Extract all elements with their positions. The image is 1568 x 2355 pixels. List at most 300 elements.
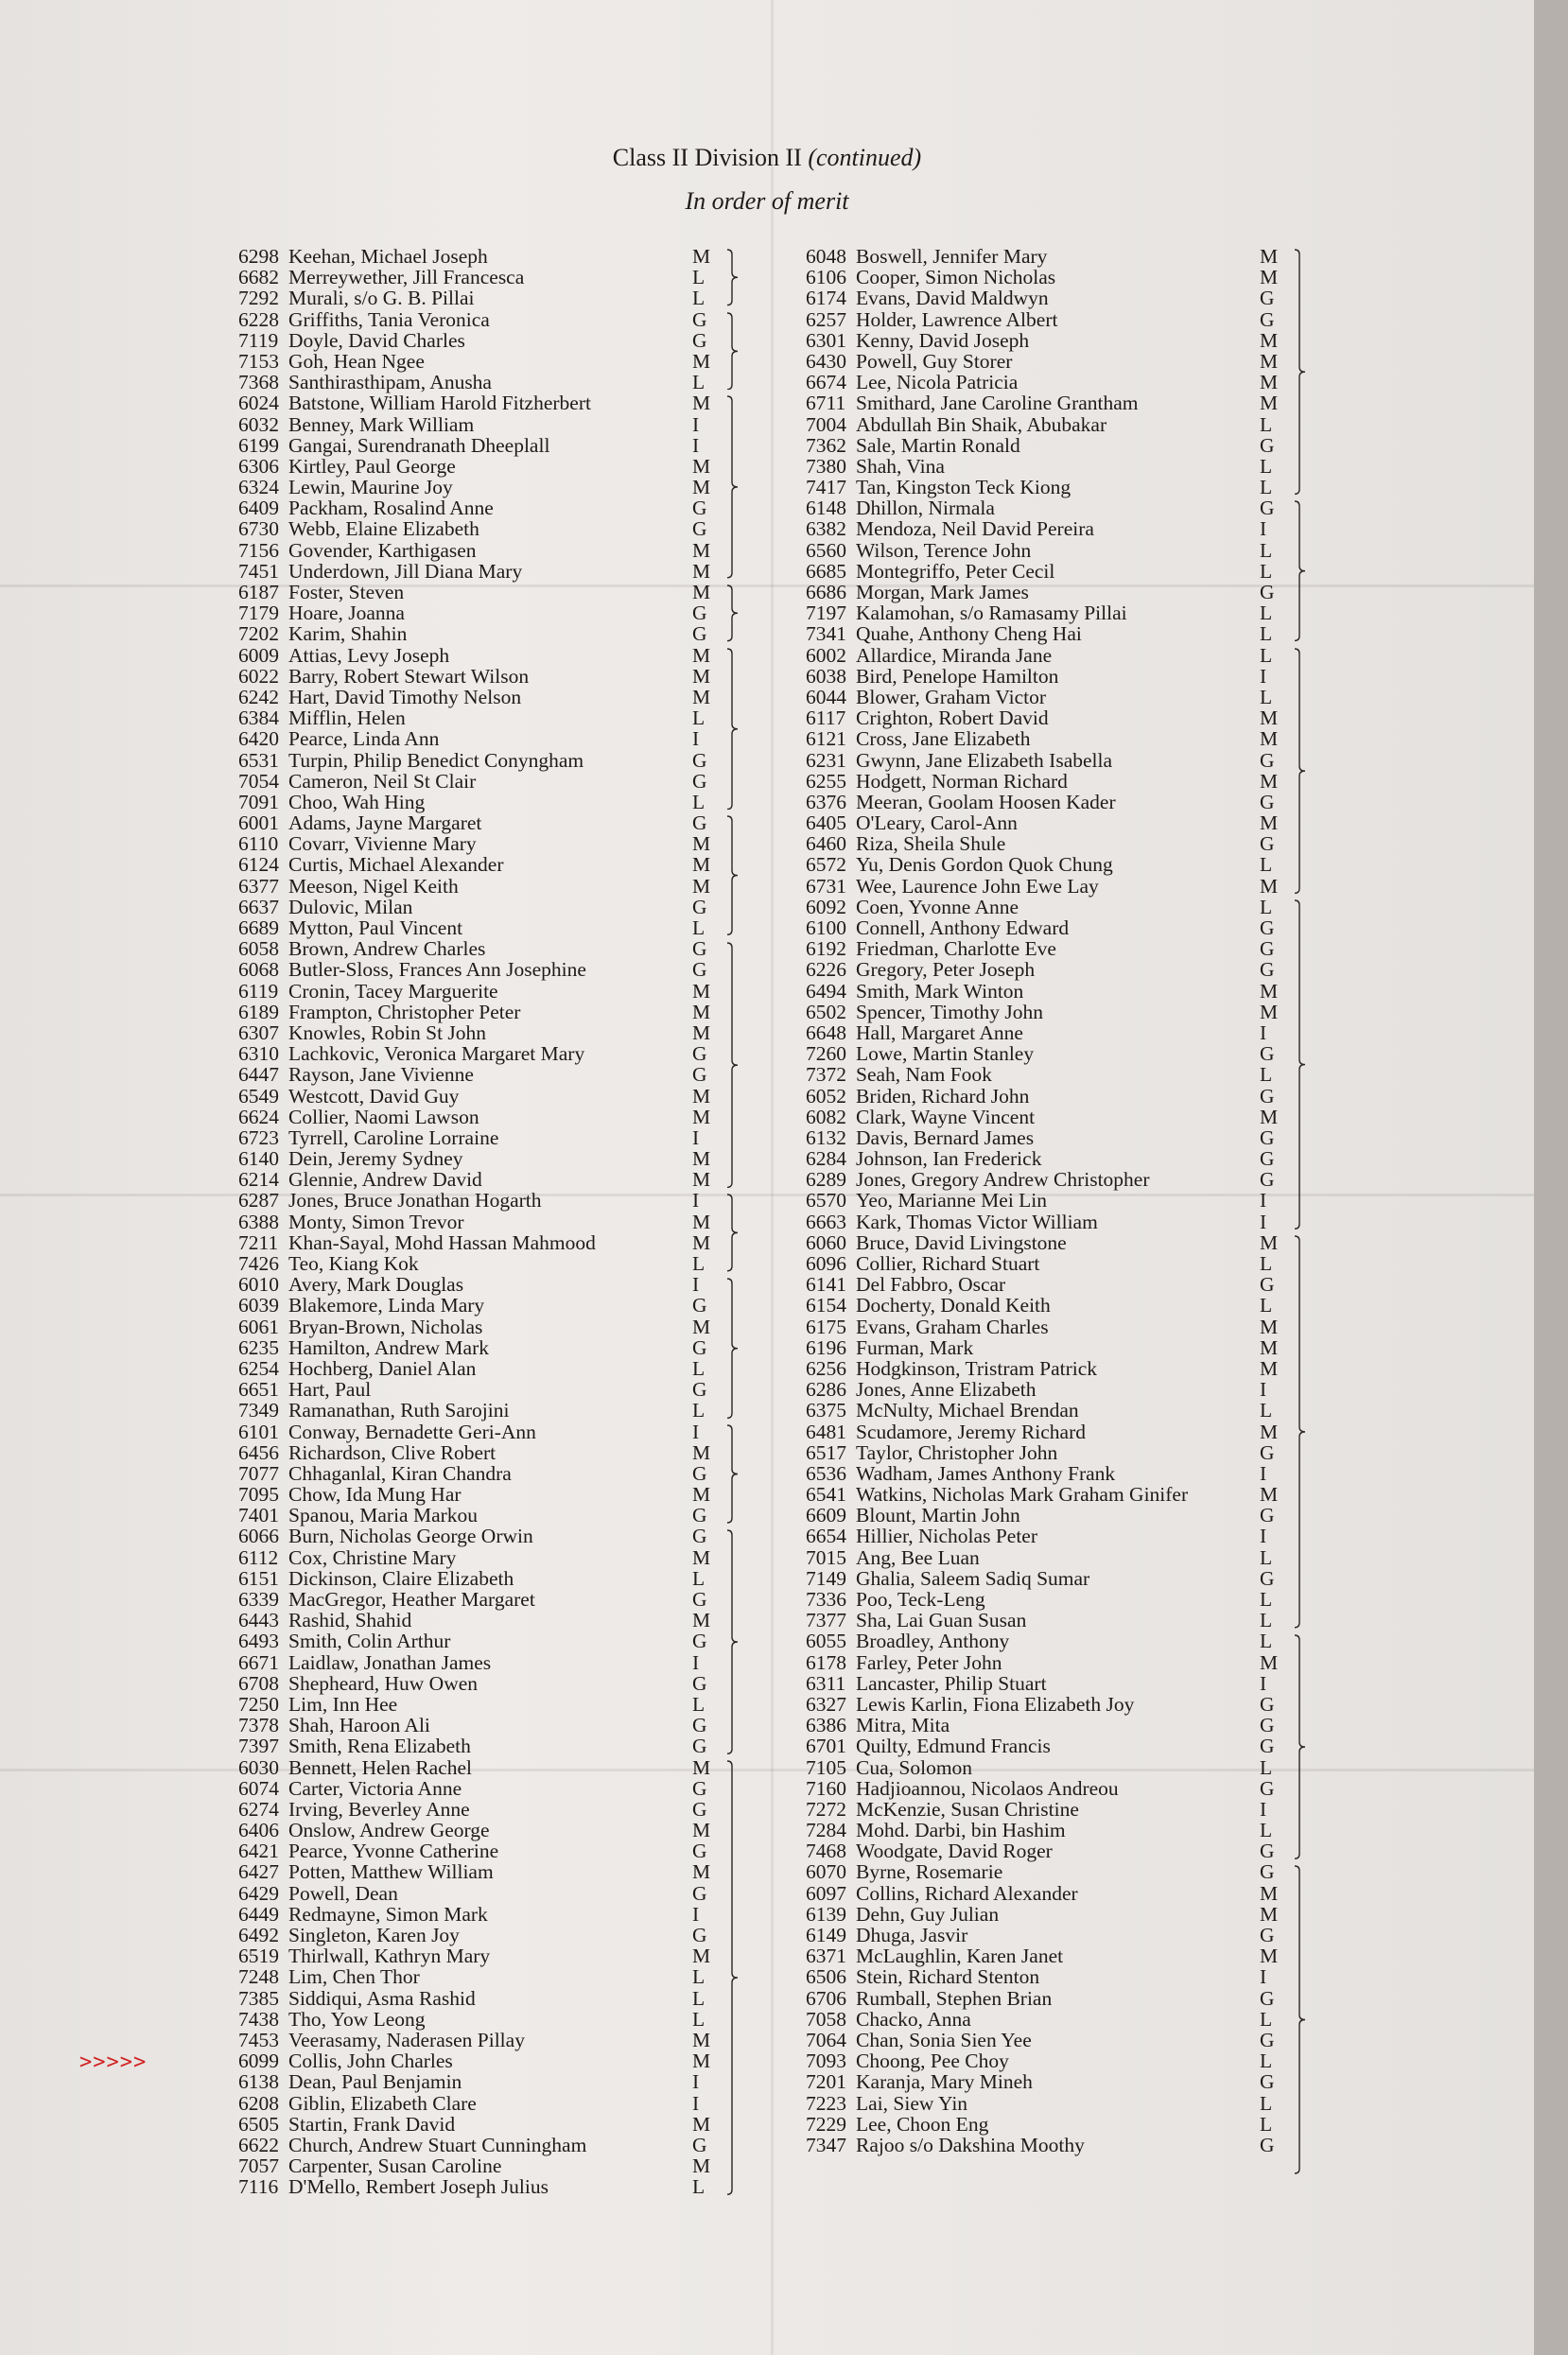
candidate-row — [806, 1232, 1316, 1253]
candidate-row — [806, 1295, 1316, 1316]
candidate-grade: M — [692, 1545, 711, 1569]
candidate-grade: M — [1260, 706, 1279, 730]
candidate-row — [806, 1400, 1316, 1421]
candidate-number: 6689 — [238, 916, 279, 939]
candidate-number: 7015 — [806, 1545, 846, 1569]
candidate-number: 6430 — [806, 349, 846, 373]
candidate-grade: M — [1260, 1881, 1279, 1905]
candidate-number: 6506 — [806, 1965, 846, 1989]
candidate-row — [806, 792, 1316, 812]
candidate-name: Irving, Beverley Anne — [288, 1797, 470, 1821]
candidate-name: Cameron, Neil St Clair — [288, 769, 477, 793]
candidate-grade: M — [692, 874, 711, 898]
candidate-number: 7095 — [238, 1483, 279, 1507]
candidate-grade: I — [1260, 1020, 1267, 1044]
candidate-number: 6199 — [238, 433, 279, 457]
candidate-number: 6061 — [238, 1315, 279, 1338]
candidate-number: 7438 — [238, 2007, 279, 2031]
candidate-grade: M — [692, 1609, 711, 1632]
candidate-name: Quahe, Anthony Cheng Hai — [856, 622, 1082, 646]
candidate-row — [238, 1736, 730, 1756]
candidate-name: Scudamore, Jeremy Richard — [856, 1420, 1086, 1443]
candidate-name: D'Mello, Rembert Joseph Julius — [288, 2175, 549, 2199]
candidate-row — [238, 623, 730, 644]
candidate-grade: G — [692, 1504, 707, 1527]
candidate-grade: L — [692, 287, 706, 310]
candidate-number: 6255 — [806, 769, 846, 793]
candidate-name: Lachkovic, Veronica Margaret Mary — [288, 1042, 585, 1066]
candidate-grade: G — [1260, 1084, 1275, 1108]
candidate-row — [238, 1086, 730, 1107]
candidate-number: 6119 — [238, 979, 279, 1003]
candidate-name: Wee, Laurence John Ewe Lay — [856, 874, 1099, 898]
candidate-number: 6443 — [238, 1609, 279, 1632]
candidate-number: 7349 — [238, 1399, 279, 1422]
candidate-row — [806, 938, 1316, 959]
candidate-row — [806, 1694, 1316, 1715]
candidate-name: Attias, Levy Joseph — [288, 643, 450, 667]
candidate-grade: L — [1260, 2091, 1273, 2115]
candidate-name: Lancaster, Philip Stuart — [856, 1671, 1047, 1695]
candidate-row — [806, 1212, 1316, 1232]
candidate-row — [238, 1274, 730, 1295]
candidate-name: Woodgate, David Roger — [856, 1840, 1053, 1863]
candidate-number: 6682 — [238, 266, 279, 289]
candidate-row — [238, 1547, 730, 1568]
candidate-number: 7153 — [238, 349, 279, 373]
candidate-name: Carpenter, Susan Caroline — [288, 2154, 502, 2178]
candidate-name: Webb, Elaine Elizabeth — [288, 517, 479, 541]
candidate-row — [238, 456, 730, 477]
candidate-row — [238, 435, 730, 456]
candidate-row — [806, 1945, 1316, 1966]
candidate-name: Veerasamy, Naderasen Pillay — [288, 2028, 525, 2051]
candidate-number: 6284 — [806, 1147, 846, 1171]
candidate-row — [238, 666, 730, 687]
group-brace — [725, 312, 740, 391]
candidate-name: Smith, Rena Elizabeth — [288, 1735, 471, 1758]
candidate-grade: M — [692, 1105, 711, 1128]
candidate-number: 6044 — [806, 685, 846, 708]
candidate-name: Powell, Guy Storer — [856, 349, 1013, 373]
candidate-row — [806, 351, 1316, 372]
candidate-name: Boswell, Jennifer Mary — [856, 245, 1048, 268]
candidate-number: 6148 — [806, 497, 846, 520]
candidate-row — [806, 477, 1316, 497]
candidate-row — [806, 917, 1316, 938]
candidate-row — [806, 497, 1316, 518]
candidate-number: 7426 — [238, 1252, 279, 1275]
candidate-grade: G — [692, 1294, 707, 1317]
candidate-number: 6494 — [806, 979, 846, 1003]
candidate-grade: L — [1260, 853, 1273, 877]
candidate-name: Shah, Haroon Ali — [288, 1714, 430, 1737]
group-brace — [725, 395, 740, 579]
candidate-grade: G — [1260, 1147, 1275, 1171]
candidate-grade: M — [1260, 811, 1279, 835]
candidate-row — [806, 1274, 1316, 1295]
candidate-name: Tan, Kingston Teck Kiong — [856, 476, 1071, 499]
candidate-grade: G — [692, 1063, 707, 1087]
candidate-number: 6339 — [238, 1588, 279, 1611]
candidate-number: 6235 — [238, 1335, 279, 1359]
group-brace — [1293, 1235, 1308, 1629]
candidate-row — [238, 392, 730, 413]
candidate-name: Davis, Bernard James — [856, 1125, 1035, 1149]
candidate-row — [806, 1652, 1316, 1673]
candidate-number: 7378 — [238, 1714, 279, 1737]
candidate-number: 6711 — [806, 392, 846, 415]
candidate-grade: M — [692, 1168, 711, 1192]
candidate-row — [806, 1883, 1316, 1904]
candidate-name: Lowe, Martin Stanley — [856, 1042, 1035, 1066]
candidate-grade: L — [692, 2007, 706, 2031]
candidate-number: 7093 — [806, 2050, 846, 2073]
group-brace — [725, 648, 740, 811]
candidate-row — [238, 1945, 730, 1966]
candidate-name: Dhuga, Jasvir — [856, 1924, 968, 1946]
candidate-number: 6609 — [806, 1504, 846, 1527]
candidate-name: Jones, Bruce Jonathan Hogarth — [288, 1189, 542, 1212]
candidate-name: Broadley, Anthony — [856, 1630, 1010, 1653]
candidate-name: Smithard, Jane Caroline Grantham — [856, 392, 1139, 415]
results-column-right — [806, 246, 1316, 2155]
candidate-number: 6460 — [806, 832, 846, 856]
group-brace — [1293, 500, 1308, 641]
candidate-row — [238, 2009, 730, 2030]
candidate-name: Jones, Gregory Andrew Christopher — [856, 1168, 1150, 1192]
candidate-grade: G — [692, 811, 707, 835]
candidate-grade: M — [692, 1945, 711, 1968]
candidate-grade: L — [1260, 1399, 1273, 1422]
candidate-grade: L — [692, 2175, 706, 2199]
candidate-grade: L — [1260, 2112, 1273, 2136]
candidate-row — [806, 1799, 1316, 1820]
candidate-grade: L — [692, 790, 706, 813]
candidate-grade: G — [1260, 433, 1275, 457]
candidate-number: 6242 — [238, 685, 279, 708]
candidate-name: Lewin, Maurine Joy — [288, 476, 453, 499]
candidate-row — [806, 1043, 1316, 1064]
candidate-grade: G — [692, 1525, 707, 1548]
candidate-name: Cua, Solomon — [856, 1755, 973, 1779]
group-brace — [725, 1529, 740, 1754]
candidate-grade: G — [692, 769, 707, 793]
candidate-name: Riza, Sheila Shule — [856, 832, 1006, 856]
candidate-row — [806, 1610, 1316, 1631]
candidate-grade: L — [1260, 1252, 1273, 1275]
candidate-row — [806, 1715, 1316, 1736]
candidate-row — [806, 897, 1316, 917]
candidate-grade: M — [692, 685, 711, 708]
candidate-row — [806, 833, 1316, 854]
candidate-name: Monty, Simon Trevor — [288, 1210, 464, 1233]
candidate-row — [238, 645, 730, 666]
candidate-row — [238, 938, 730, 959]
candidate-grade: G — [1260, 748, 1275, 772]
candidate-row — [238, 981, 730, 1002]
candidate-row — [238, 602, 730, 623]
candidate-grade: L — [1260, 622, 1273, 646]
candidate-grade: I — [1260, 1210, 1267, 1233]
candidate-name: Shah, Vina — [856, 454, 945, 478]
candidate-row — [238, 351, 730, 372]
candidate-name: Barry, Robert Stewart Wilson — [288, 664, 530, 688]
candidate-row — [806, 1169, 1316, 1190]
candidate-grade: M — [1260, 349, 1279, 373]
candidate-name: Briden, Richard John — [856, 1084, 1030, 1108]
candidate-row — [238, 267, 730, 288]
candidate-number: 6092 — [806, 895, 846, 918]
candidate-name: Mytton, Paul Vincent — [288, 916, 463, 939]
candidate-grade: G — [1260, 790, 1275, 813]
candidate-name: Ramanathan, Ruth Sarojini — [288, 1399, 510, 1422]
candidate-number: 6456 — [238, 1440, 279, 1464]
candidate-row — [806, 1589, 1316, 1610]
group-brace — [725, 584, 740, 642]
candidate-number: 6377 — [238, 874, 279, 898]
candidate-grade: L — [1260, 1819, 1273, 1842]
candidate-grade: G — [1260, 1168, 1275, 1192]
candidate-grade: M — [1260, 979, 1279, 1003]
candidate-name: Dulovic, Milan — [288, 895, 413, 918]
candidate-name: Keehan, Michael Joseph — [288, 245, 488, 268]
candidate-name: Mifflin, Helen — [288, 706, 406, 730]
candidate-name: Kirtley, Paul George — [288, 454, 456, 478]
candidate-grade: G — [1260, 2070, 1275, 2094]
candidate-name: Clark, Wayne Vincent — [856, 1105, 1036, 1128]
candidate-name: Karim, Shahin — [288, 622, 408, 646]
candidate-grade: I — [692, 2070, 700, 2094]
candidate-number: 6301 — [806, 328, 846, 352]
candidate-grade: I — [692, 1420, 700, 1443]
candidate-number: 6311 — [806, 1671, 846, 1695]
candidate-name: Thirlwall, Kathryn Mary — [288, 1945, 491, 1968]
group-brace — [1293, 249, 1308, 495]
candidate-row — [238, 959, 730, 980]
candidate-row — [238, 1631, 730, 1651]
candidate-number: 6140 — [238, 1147, 279, 1171]
candidate-grade: M — [692, 581, 711, 603]
candidate-grade: M — [1260, 1230, 1279, 1254]
candidate-row — [238, 330, 730, 351]
candidate-row — [806, 1337, 1316, 1358]
candidate-row — [806, 876, 1316, 897]
candidate-name: Chacko, Anna — [856, 2007, 971, 2031]
candidate-row — [806, 1463, 1316, 1484]
candidate-number: 6151 — [238, 1566, 279, 1590]
candidate-grade: G — [1260, 1504, 1275, 1527]
candidate-name: Cross, Jane Elizabeth — [856, 727, 1031, 751]
candidate-row — [806, 812, 1316, 833]
candidate-name: Rajoo s/o Dakshina Moothy — [856, 2133, 1085, 2156]
candidate-name: Kark, Thomas Victor William — [856, 1210, 1098, 1233]
candidate-name: Johnson, Ian Frederick — [856, 1147, 1042, 1171]
candidate-name: Carter, Victoria Anne — [288, 1776, 462, 1800]
candidate-number: 6388 — [238, 1210, 279, 1233]
candidate-grade: G — [692, 1378, 707, 1402]
candidate-number: 6427 — [238, 1860, 279, 1884]
candidate-row — [806, 854, 1316, 875]
candidate-row — [238, 1337, 730, 1358]
candidate-number: 6429 — [238, 1881, 279, 1905]
candidate-grade: G — [692, 1630, 707, 1653]
candidate-grade: G — [692, 2133, 707, 2156]
candidate-row — [238, 1400, 730, 1421]
candidate-name: Cox, Christine Mary — [288, 1545, 457, 1569]
candidate-number: 6052 — [806, 1084, 846, 1108]
candidate-name: Collis, John Charles — [288, 2050, 453, 2073]
candidate-number: 7223 — [806, 2091, 846, 2115]
candidate-number: 6196 — [806, 1335, 846, 1359]
candidate-grade: G — [1260, 1273, 1275, 1297]
candidate-number: 6409 — [238, 497, 279, 520]
candidate-number: 6038 — [806, 664, 846, 688]
candidate-number: 6447 — [238, 1063, 279, 1087]
candidate-number: 6651 — [238, 1378, 279, 1402]
candidate-grade: M — [692, 1210, 711, 1233]
candidate-row — [806, 2030, 1316, 2050]
group-brace — [1293, 1634, 1308, 1859]
candidate-number: 6058 — [238, 937, 279, 961]
candidate-grade: M — [692, 2112, 711, 2136]
candidate-name: Kenny, David Joseph — [856, 328, 1030, 352]
candidate-number: 6192 — [806, 937, 846, 961]
candidate-row — [238, 1212, 730, 1232]
candidate-number: 7057 — [238, 2154, 279, 2178]
candidate-number: 7149 — [806, 1566, 846, 1590]
candidate-row — [806, 1925, 1316, 1945]
candidate-name: Santhirasthipam, Anusha — [288, 371, 492, 394]
candidate-grade: G — [692, 958, 707, 982]
candidate-name: Hillier, Nicholas Peter — [856, 1525, 1037, 1548]
candidate-number: 6386 — [806, 1714, 846, 1737]
candidate-number: 6187 — [238, 581, 279, 603]
candidate-name: Connell, Anthony Edward — [856, 916, 1070, 939]
candidate-grade: M — [1260, 328, 1279, 352]
candidate-number: 6124 — [238, 853, 279, 877]
candidate-number: 6101 — [238, 1420, 279, 1443]
candidate-name: Crighton, Robert David — [856, 706, 1049, 730]
candidate-number: 7179 — [238, 602, 279, 625]
candidate-row — [806, 372, 1316, 392]
candidate-name: Evans, Graham Charles — [856, 1315, 1049, 1338]
candidate-name: O'Leary, Carol-Ann — [856, 811, 1018, 835]
candidate-number: 6492 — [238, 1924, 279, 1946]
candidate-name: Meeran, Goolam Hoosen Kader — [856, 790, 1116, 813]
candidate-number: 7451 — [238, 559, 279, 583]
page-subtitle: In order of merit — [685, 187, 849, 215]
candidate-grade: M — [1260, 1650, 1279, 1674]
candidate-row — [806, 1002, 1316, 1022]
candidate-grade: M — [692, 392, 711, 415]
candidate-grade: G — [692, 328, 707, 352]
candidate-row — [806, 1127, 1316, 1148]
candidate-name: Blower, Graham Victor — [856, 685, 1047, 708]
candidate-row — [238, 1295, 730, 1316]
candidate-name: Brown, Andrew Charles — [288, 937, 486, 961]
candidate-grade: M — [1260, 266, 1279, 289]
candidate-name: Farley, Peter John — [856, 1650, 1002, 1674]
candidate-name: Ghalia, Saleem Sadiq Sumar — [856, 1566, 1090, 1590]
candidate-grade: G — [1260, 2028, 1275, 2051]
candidate-number: 6009 — [238, 643, 279, 667]
candidate-grade: M — [692, 1084, 711, 1108]
candidate-grade: G — [1260, 307, 1275, 331]
candidate-row — [806, 1840, 1316, 1861]
candidate-row — [238, 372, 730, 392]
candidate-row — [806, 2114, 1316, 2135]
group-brace — [725, 815, 740, 935]
candidate-number: 6214 — [238, 1168, 279, 1192]
candidate-row — [806, 392, 1316, 413]
candidate-name: Montegriffo, Peter Cecil — [856, 559, 1055, 583]
candidate-number: 6254 — [238, 1356, 279, 1380]
candidate-grade: L — [692, 1399, 706, 1422]
candidate-name: Knowles, Robin St John — [288, 1020, 487, 1044]
candidate-grade: I — [1260, 1189, 1267, 1212]
candidate-number: 6481 — [806, 1420, 846, 1443]
candidate-grade: L — [692, 1986, 706, 2010]
candidate-row — [806, 728, 1316, 749]
candidate-number: 6572 — [806, 853, 846, 877]
candidate-name: Potten, Matthew William — [288, 1860, 494, 1884]
candidate-grade: L — [692, 266, 706, 289]
candidate-grade: L — [1260, 454, 1273, 478]
candidate-name: Gregory, Peter Joseph — [856, 958, 1036, 982]
candidate-grade: L — [692, 1356, 706, 1380]
candidate-name: Conway, Bernadette Geri-Ann — [288, 1420, 536, 1443]
candidate-row — [238, 288, 730, 308]
candidate-number: 6674 — [806, 371, 846, 394]
candidate-grade: G — [1260, 1986, 1275, 2010]
candidate-number: 7368 — [238, 371, 279, 394]
candidate-row — [806, 1631, 1316, 1651]
candidate-row — [238, 1317, 730, 1337]
candidate-row — [238, 897, 730, 917]
candidate-number: 6420 — [238, 727, 279, 751]
candidate-row — [238, 2030, 730, 2050]
candidate-number: 6375 — [806, 1399, 846, 1422]
candidate-number: 6178 — [806, 1650, 846, 1674]
candidate-number: 7468 — [806, 1840, 846, 1863]
candidate-name: Yeo, Marianne Mei Lin — [856, 1189, 1048, 1212]
candidate-grade: L — [1260, 1063, 1273, 1087]
candidate-row — [238, 1232, 730, 1253]
candidate-name: Hart, David Timothy Nelson — [288, 685, 522, 708]
candidate-row — [806, 1904, 1316, 1925]
candidate-number: 7197 — [806, 602, 846, 625]
candidate-row — [806, 1148, 1316, 1169]
candidate-grade: L — [1260, 1630, 1273, 1653]
candidate-row — [238, 1422, 730, 1442]
candidate-number: 7105 — [806, 1755, 846, 1779]
candidate-grade: M — [692, 476, 711, 499]
candidate-row — [806, 518, 1316, 539]
candidate-grade: M — [692, 349, 711, 373]
candidate-row — [806, 1442, 1316, 1463]
candidate-number: 6449 — [238, 1902, 279, 1926]
highlight-marker: >>>>> — [79, 2050, 148, 2074]
candidate-number: 6099 — [238, 2050, 279, 2073]
candidate-grade: G — [1260, 1440, 1275, 1464]
candidate-grade: M — [692, 664, 711, 688]
candidate-name: Hamilton, Andrew Mark — [288, 1335, 489, 1359]
candidate-number: 7156 — [238, 538, 279, 562]
candidate-row — [806, 750, 1316, 771]
candidate-grade: M — [692, 643, 711, 667]
candidate-row — [238, 1526, 730, 1546]
